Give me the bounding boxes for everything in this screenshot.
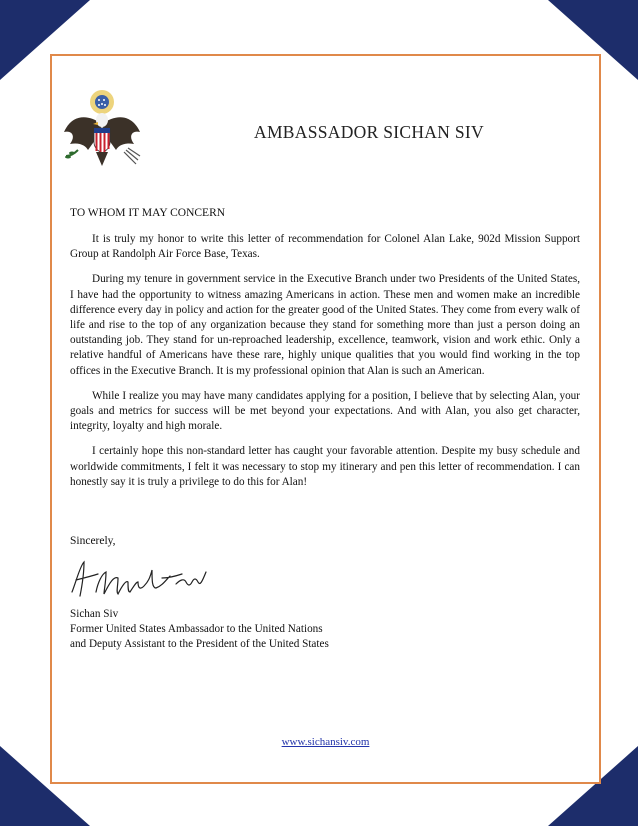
footer	[52, 736, 599, 748]
paragraph: While I realize you may have many candidates applying for a position, I believe that by selecting Alan, your goals and metrics for success will be met beyond your expectations. And with Alan, you also get character, integrity, loyalty and high morale.	[70, 389, 580, 433]
letterhead-title: AMBASSADOR SICHAN SIV	[254, 122, 484, 142]
signer-title-line: and Deputy Assistant to the President of the United States	[70, 638, 329, 651]
paragraph: I certainly hope this non-standard letter has caught your favorable attention. Despite my busy schedule and worldwide commitments, I felt it was necessary to stop my itinerary and pen this letter of recommendation. I can honestly say it is truly a privilege to do this for Alan!	[70, 445, 580, 488]
signer-name: Sichan Siv	[70, 608, 119, 620]
great-seal-eagle-icon	[58, 84, 146, 172]
signer-title-line: Former United States Ambassador to the United Nations	[70, 623, 323, 636]
website-link[interactable]: www.sichansiv.com	[281, 736, 370, 748]
paragraph: During my tenure in government service in the Executive Branch under two Presidents of the United States, I have had the opportunity to witness amazing Americans in action. These men and women make an incredible difference every day in policy and action for the greater good of the United States. They come from every walk of life and rise to the top of any organization because they stand for something more than just a person doing an outstanding job. They stand for un-reproached leadership, excellence, teamwork, vision and work ethic. Only a relative handful of Americans have these rare, highly unique qualities that you would find working in the top offices in the Executive Branch. It is my professional opinion that Alan is such an American.	[70, 273, 580, 377]
letter-body	[70, 232, 580, 500]
signature-block	[70, 607, 329, 653]
paragraph: It is truly my honor to write this letter of recommendation for Colonel Alan Lake, 902d Mission Support Group at Randolph Air Force Base, Texas.	[70, 233, 580, 261]
letter-page	[50, 54, 601, 784]
signature	[66, 552, 246, 602]
salutation: TO WHOM IT MAY CONCERN	[70, 207, 226, 219]
closing: Sincerely,	[70, 535, 116, 547]
